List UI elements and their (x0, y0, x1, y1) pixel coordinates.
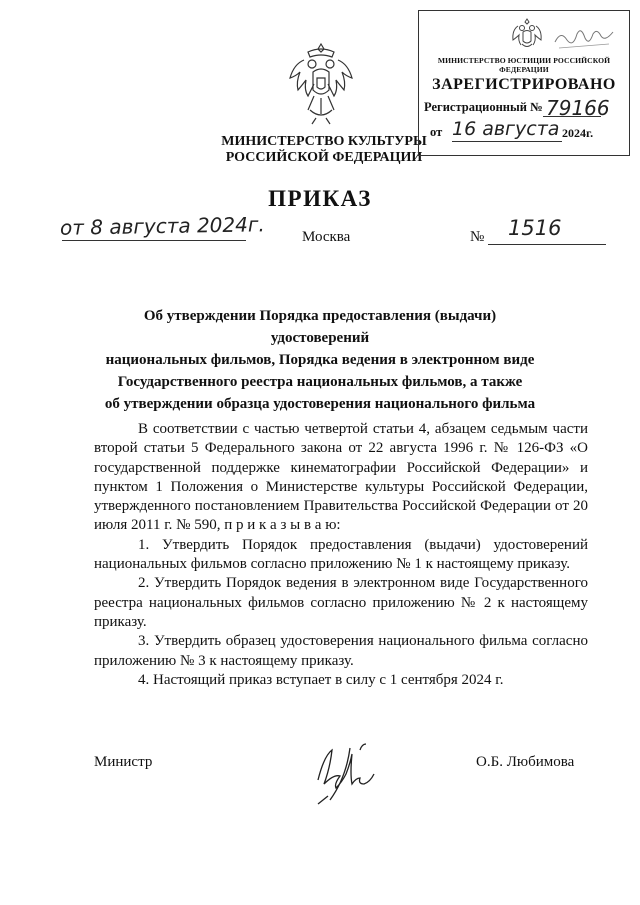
order-date: от 8 августа 2024г. (59, 212, 265, 240)
stamp-emblem-icon (510, 16, 544, 50)
order-date-line (62, 240, 246, 241)
document-subject (100, 305, 540, 415)
stamp-registered: ЗАРЕГИСТРИРОВАНО (432, 76, 616, 93)
signer-name: О.Б. Любимова (476, 754, 575, 770)
coat-of-arms-icon (286, 40, 356, 128)
order-number-line (488, 244, 606, 245)
order-city: Москва (302, 229, 351, 245)
stamp-date-value: 16 августа (452, 118, 560, 140)
order-item-4: 4. Настоящий приказ вступает в силу с 1 сентября 2024 г. (138, 671, 504, 688)
stamp-scribble (553, 24, 615, 52)
issuer-block (210, 134, 438, 166)
ministry-name-line1: МИНИСТЕРСТВО КУЛЬТУРЫ (221, 134, 427, 149)
stamp-number-label: Регистрационный № (424, 100, 543, 114)
stamp-number-value: 79166 (546, 96, 610, 120)
subject-line: Об утверждении Порядка предоставления (выдачи) удостоверений (143, 308, 497, 346)
subject-line: Государственного реестра национальных фильмов, а также (117, 374, 523, 390)
stamp-ministry: МИНИСТЕРСТВО ЮСТИЦИИ РОССИЙСКОЙ ФЕДЕРАЦИИ (437, 56, 611, 74)
stamp-date-line (452, 141, 562, 142)
ministry-name-line2: РОССИЙСКОЙ ФЕДЕРАЦИИ (225, 150, 423, 165)
stamp-date-year: 2024г. (562, 126, 594, 140)
order-number-sign: № (470, 229, 485, 245)
order-number: 1516 (508, 216, 562, 240)
handwritten-signature (308, 740, 408, 806)
document-title: ПРИКАЗ (268, 186, 372, 211)
signer-position: Министр (94, 754, 153, 770)
preamble-paragraph: В соответствии с частью четвертой статьи 4, абзацем седьмым части второй статьи 5 Федерального закона от 22 августа 1996 г. № 126-ФЗ «О государственной поддержке кинематографии Российской Федерации» и пунктом 1 Положения о Министерстве культуры Российской Федерации, утвержденного постановлением Правительства Российской Федерации от 20 июля 2011 г. № 590, п р и к а з ы в а ю: (94, 421, 588, 534)
order-item-1: 1. Утвердить Порядок предоставления (выдачи) удостоверений национальных фильмов согласно приложению № 1 к настоящему приказу. (94, 536, 588, 573)
order-item-2: 2. Утвердить Порядок ведения в электронном виде Государственного реестра национальных фильмов согласно приложению № 2 к настоящему приказу. (94, 575, 588, 630)
document-body (94, 420, 588, 690)
subject-line: об утверждении образца удостоверения национального фильма (104, 396, 536, 412)
order-item-3: 3. Утвердить образец удостоверения национального фильма согласно приложению № 3 к настоящему приказу. (94, 633, 588, 669)
stamp-date-label: от (430, 125, 443, 139)
subject-line: национальных фильмов, Порядка ведения в электронном виде (105, 352, 535, 368)
